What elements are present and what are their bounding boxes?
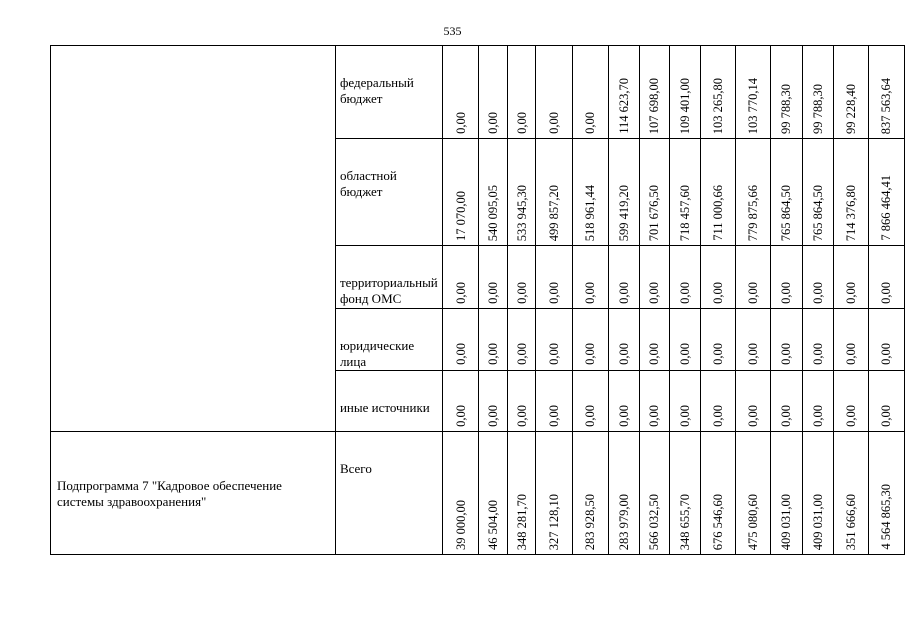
program-cell <box>51 432 336 555</box>
value-cell <box>834 139 868 246</box>
value-cell <box>507 309 536 371</box>
value-cell <box>868 371 904 432</box>
value-text: 0,00 <box>486 405 501 427</box>
page-number: 535 <box>443 24 462 38</box>
value-cell <box>670 309 701 371</box>
program-name: Подпрограмма 7 "Кадровое обеспечение системы здравоохранения" <box>57 478 282 509</box>
value-text: 0,00 <box>647 405 662 427</box>
funding-source-label: Всего <box>339 461 372 476</box>
value-cell <box>834 371 868 432</box>
value-text: 0,00 <box>746 282 761 304</box>
value-cell <box>572 309 608 371</box>
value-cell <box>834 432 868 555</box>
value-cell <box>670 432 701 555</box>
value-text: 518 961,44 <box>583 184 598 241</box>
funding-source-label: федеральный бюджет <box>339 75 414 106</box>
value-text: 0,00 <box>677 282 692 304</box>
value-text: 0,00 <box>879 282 894 304</box>
value-text: 99 788,30 <box>779 84 794 134</box>
value-text: 566 032,50 <box>647 493 662 550</box>
value-cell <box>639 432 670 555</box>
value-cell <box>670 46 701 139</box>
value-text: 599 419,20 <box>616 184 631 241</box>
value-text: 283 979,00 <box>616 493 631 550</box>
value-text: 779 875,66 <box>746 184 761 241</box>
funding-source-cell <box>335 309 442 371</box>
value-text: 0,00 <box>647 282 662 304</box>
value-cell <box>771 432 802 555</box>
value-cell <box>771 371 802 432</box>
funding-source-label: территориальный фонд ОМС <box>339 275 438 306</box>
value-cell <box>771 46 802 139</box>
value-text: 0,00 <box>486 282 501 304</box>
value-text: 0,00 <box>547 112 562 134</box>
value-cell <box>868 139 904 246</box>
value-text: 409 031,00 <box>810 493 825 550</box>
value-text: 46 504,00 <box>486 500 501 550</box>
value-text: 114 623,70 <box>616 78 631 134</box>
value-cell <box>536 246 572 309</box>
value-text: 0,00 <box>453 282 468 304</box>
value-cell <box>700 371 735 432</box>
table-row <box>51 432 905 555</box>
value-text: 0,00 <box>514 343 529 365</box>
value-cell <box>609 371 640 432</box>
value-text: 17 070,00 <box>453 191 468 241</box>
funding-source-cell <box>335 432 442 555</box>
value-text: 0,00 <box>843 282 858 304</box>
funding-table <box>50 45 905 555</box>
value-text: 540 095,05 <box>486 184 501 241</box>
value-cell <box>442 139 478 246</box>
value-text: 0,00 <box>810 343 825 365</box>
value-text: 283 928,50 <box>583 493 598 550</box>
value-cell <box>700 139 735 246</box>
value-cell <box>442 46 478 139</box>
value-text: 0,00 <box>583 405 598 427</box>
table-row <box>51 46 905 139</box>
value-text: 107 698,00 <box>647 77 662 134</box>
value-cell <box>442 309 478 371</box>
value-cell <box>670 371 701 432</box>
value-cell <box>507 371 536 432</box>
value-text: 0,00 <box>710 282 725 304</box>
value-cell <box>507 46 536 139</box>
value-cell <box>802 371 833 432</box>
value-text: 0,00 <box>677 405 692 427</box>
value-text: 0,00 <box>647 343 662 365</box>
funding-source-label: иные источники <box>339 400 430 415</box>
value-cell <box>507 139 536 246</box>
value-cell <box>572 246 608 309</box>
value-cell <box>639 46 670 139</box>
value-text: 0,00 <box>583 112 598 134</box>
value-cell <box>868 246 904 309</box>
value-cell <box>479 46 508 139</box>
value-text: 39 000,00 <box>453 500 468 550</box>
value-cell <box>868 46 904 139</box>
value-text: 0,00 <box>810 405 825 427</box>
value-text: 0,00 <box>486 343 501 365</box>
value-cell <box>771 139 802 246</box>
value-text: 765 864,50 <box>779 184 794 241</box>
funding-source-cell <box>335 46 442 139</box>
value-text: 351 666,60 <box>843 493 858 550</box>
value-cell <box>536 309 572 371</box>
value-text: 0,00 <box>616 343 631 365</box>
value-text: 409 031,00 <box>779 493 794 550</box>
value-text: 533 945,30 <box>514 184 529 241</box>
value-cell <box>735 139 770 246</box>
value-text: 99 788,30 <box>810 84 825 134</box>
value-cell <box>771 246 802 309</box>
value-text: 0,00 <box>547 282 562 304</box>
value-cell <box>479 246 508 309</box>
value-text: 837 563,64 <box>879 77 894 134</box>
value-cell <box>700 432 735 555</box>
value-text: 0,00 <box>810 282 825 304</box>
value-cell <box>670 246 701 309</box>
value-text: 0,00 <box>710 343 725 365</box>
value-text: 718 457,60 <box>677 184 692 241</box>
value-text: 0,00 <box>453 343 468 365</box>
value-text: 711 000,66 <box>710 185 725 241</box>
value-cell <box>735 309 770 371</box>
value-text: 0,00 <box>453 112 468 134</box>
value-cell <box>609 46 640 139</box>
value-cell <box>700 46 735 139</box>
value-text: 0,00 <box>547 343 562 365</box>
value-cell <box>700 246 735 309</box>
value-cell <box>834 46 868 139</box>
value-cell <box>572 432 608 555</box>
value-text: 0,00 <box>710 405 725 427</box>
value-cell <box>802 139 833 246</box>
value-text: 0,00 <box>453 405 468 427</box>
value-text: 0,00 <box>616 282 631 304</box>
value-cell <box>442 371 478 432</box>
value-cell <box>609 309 640 371</box>
value-text: 499 857,20 <box>547 184 562 241</box>
value-text: 0,00 <box>879 343 894 365</box>
value-text: 475 080,60 <box>746 493 761 550</box>
value-text: 701 676,50 <box>647 184 662 241</box>
value-text: 4 564 865,30 <box>879 484 894 550</box>
value-text: 0,00 <box>746 405 761 427</box>
value-text: 0,00 <box>583 282 598 304</box>
value-cell <box>771 309 802 371</box>
value-cell <box>735 432 770 555</box>
value-cell <box>639 139 670 246</box>
value-text: 0,00 <box>583 343 598 365</box>
value-cell <box>802 432 833 555</box>
value-text: 0,00 <box>779 282 794 304</box>
value-text: 0,00 <box>879 405 894 427</box>
funding-source-cell <box>335 246 442 309</box>
value-text: 0,00 <box>843 405 858 427</box>
value-text: 348 655,70 <box>677 493 692 550</box>
value-cell <box>700 309 735 371</box>
value-text: 0,00 <box>486 112 501 134</box>
value-cell <box>834 309 868 371</box>
value-cell <box>639 371 670 432</box>
value-text: 0,00 <box>514 405 529 427</box>
value-cell <box>442 246 478 309</box>
value-text: 0,00 <box>779 343 794 365</box>
funding-source-label: юридические лица <box>339 338 415 369</box>
value-cell <box>572 46 608 139</box>
funding-source-cell <box>335 371 442 432</box>
value-cell <box>868 432 904 555</box>
value-cell <box>670 139 701 246</box>
value-cell <box>834 246 868 309</box>
funding-source-cell <box>335 139 442 246</box>
value-text: 348 281,70 <box>514 493 529 550</box>
value-cell <box>479 309 508 371</box>
value-cell <box>536 46 572 139</box>
value-text: 99 228,40 <box>843 84 858 134</box>
value-cell <box>507 246 536 309</box>
value-text: 0,00 <box>746 343 761 365</box>
funding-source-label: областной бюджет <box>339 168 397 199</box>
value-cell <box>639 246 670 309</box>
value-cell <box>609 246 640 309</box>
value-cell <box>868 309 904 371</box>
value-cell <box>536 139 572 246</box>
value-text: 0,00 <box>514 282 529 304</box>
program-cell <box>51 46 336 432</box>
value-cell <box>802 46 833 139</box>
value-text: 7 866 464,41 <box>879 175 894 241</box>
value-text: 103 770,14 <box>746 77 761 134</box>
value-text: 714 376,80 <box>843 184 858 241</box>
program-name <box>51 46 335 92</box>
value-cell <box>536 371 572 432</box>
value-cell <box>802 246 833 309</box>
value-cell <box>479 432 508 555</box>
value-cell <box>735 246 770 309</box>
value-cell <box>536 432 572 555</box>
value-cell <box>479 139 508 246</box>
value-cell <box>507 432 536 555</box>
value-cell <box>735 46 770 139</box>
value-cell <box>639 309 670 371</box>
value-cell <box>479 371 508 432</box>
value-text: 0,00 <box>547 405 562 427</box>
value-text: 0,00 <box>677 343 692 365</box>
value-text: 0,00 <box>843 343 858 365</box>
value-text: 0,00 <box>779 405 794 427</box>
value-text: 0,00 <box>616 405 631 427</box>
value-text: 0,00 <box>514 112 529 134</box>
value-cell <box>609 432 640 555</box>
value-text: 327 128,10 <box>547 493 562 550</box>
value-cell <box>802 309 833 371</box>
value-text: 676 546,60 <box>710 493 725 550</box>
value-cell <box>572 371 608 432</box>
value-cell <box>609 139 640 246</box>
value-text: 109 401,00 <box>677 77 692 134</box>
value-text: 103 265,80 <box>710 77 725 134</box>
value-cell <box>572 139 608 246</box>
value-cell <box>735 371 770 432</box>
value-text: 765 864,50 <box>810 184 825 241</box>
value-cell <box>442 432 478 555</box>
